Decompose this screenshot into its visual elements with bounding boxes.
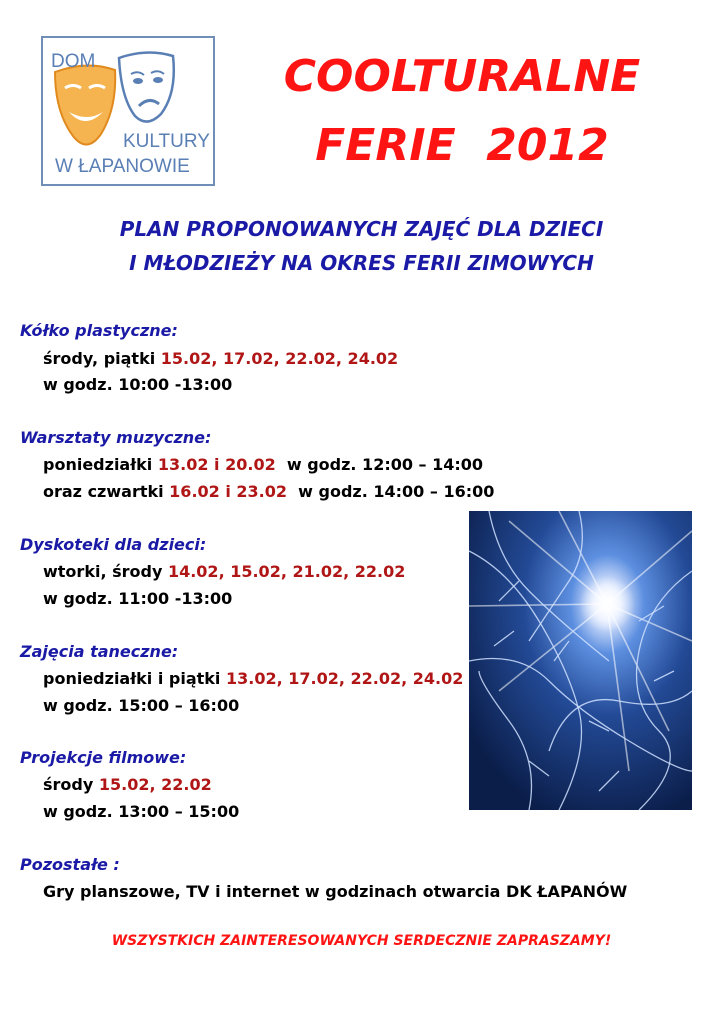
subtitle-line-2: I MŁODZIEŻY NA OKRES FERII ZIMOWYCH [129, 251, 594, 275]
line-text: w godz. 15:00 – 16:00 [43, 696, 240, 715]
line-dates: 16.02 i 23.02 [169, 482, 288, 501]
section-line [43, 671, 463, 687]
closing-invitation: WSZYSTKICH ZAINTERESOWANYCH SERDECZNIE ZAPRASZAMY! [111, 933, 612, 949]
section-heading-pozostale: Pozostałe : [20, 855, 120, 874]
line-dates: 13.02, 17.02, 22.02, 24.02 [225, 669, 464, 688]
line-text: poniedziałki [43, 455, 158, 474]
line-text: oraz czwartki [43, 482, 170, 501]
section-line [43, 777, 212, 793]
section-line [43, 698, 239, 714]
line-dates: 15.02, 17.02, 22.02, 24.02 [160, 349, 399, 368]
section-heading-projekcje-filmowe: Projekcje filmowe: [20, 748, 187, 767]
line-text: w godz. 11:00 -13:00 [43, 589, 233, 608]
section-line [43, 591, 232, 607]
logo-text-dom: DOM [51, 51, 96, 72]
line-time: w godz. 14:00 – 16:00 [287, 482, 495, 501]
frozen-branches-photo [469, 511, 692, 810]
line-text: Gry planszowe, TV i internet w godzinach otwarcia DK ŁAPANÓW [43, 882, 628, 901]
section-line [43, 377, 232, 393]
section-heading-dyskoteki: Dyskoteki dla dzieci: [20, 535, 207, 554]
logo-text-w-lapanowie: W ŁAPANOWIE [55, 156, 190, 177]
frost-starburst-icon [469, 511, 692, 810]
dom-kultury-logo [41, 36, 215, 186]
line-dates: 15.02, 22.02 [98, 775, 212, 794]
subtitle-line-1: PLAN PROPONOWANYCH ZAJĘĆ DLA DZIECI [119, 217, 604, 241]
section-line [43, 484, 494, 500]
line-text: środy, piątki [43, 349, 161, 368]
line-text: w godz. 13:00 – 15:00 [43, 802, 240, 821]
title-line-1: COOLTURALNE [283, 51, 641, 102]
line-text: wtorki, środy [43, 562, 168, 581]
logo-text-kultury: KULTURY [123, 131, 210, 152]
line-dates: 14.02, 15.02, 21.02, 22.02 [167, 562, 406, 581]
section-line [43, 351, 398, 367]
section-heading-warsztaty-muzyczne: Warsztaty muzyczne: [20, 428, 212, 447]
line-dates: 13.02 i 20.02 [157, 455, 276, 474]
section-line [43, 804, 239, 820]
section-line [43, 457, 483, 473]
line-text: poniedziałki i piątki [43, 669, 226, 688]
section-line [43, 564, 405, 580]
section-line [43, 884, 627, 900]
line-text: w godz. 10:00 -13:00 [43, 375, 233, 394]
line-text: środy [43, 775, 99, 794]
section-heading-zajecia-taneczne: Zajęcia taneczne: [20, 642, 179, 661]
title-line-2: FERIE 2012 [315, 120, 609, 171]
section-heading-kolko-plastyczne: Kółko plastyczne: [20, 321, 178, 340]
line-time: w godz. 12:00 – 14:00 [275, 455, 484, 474]
